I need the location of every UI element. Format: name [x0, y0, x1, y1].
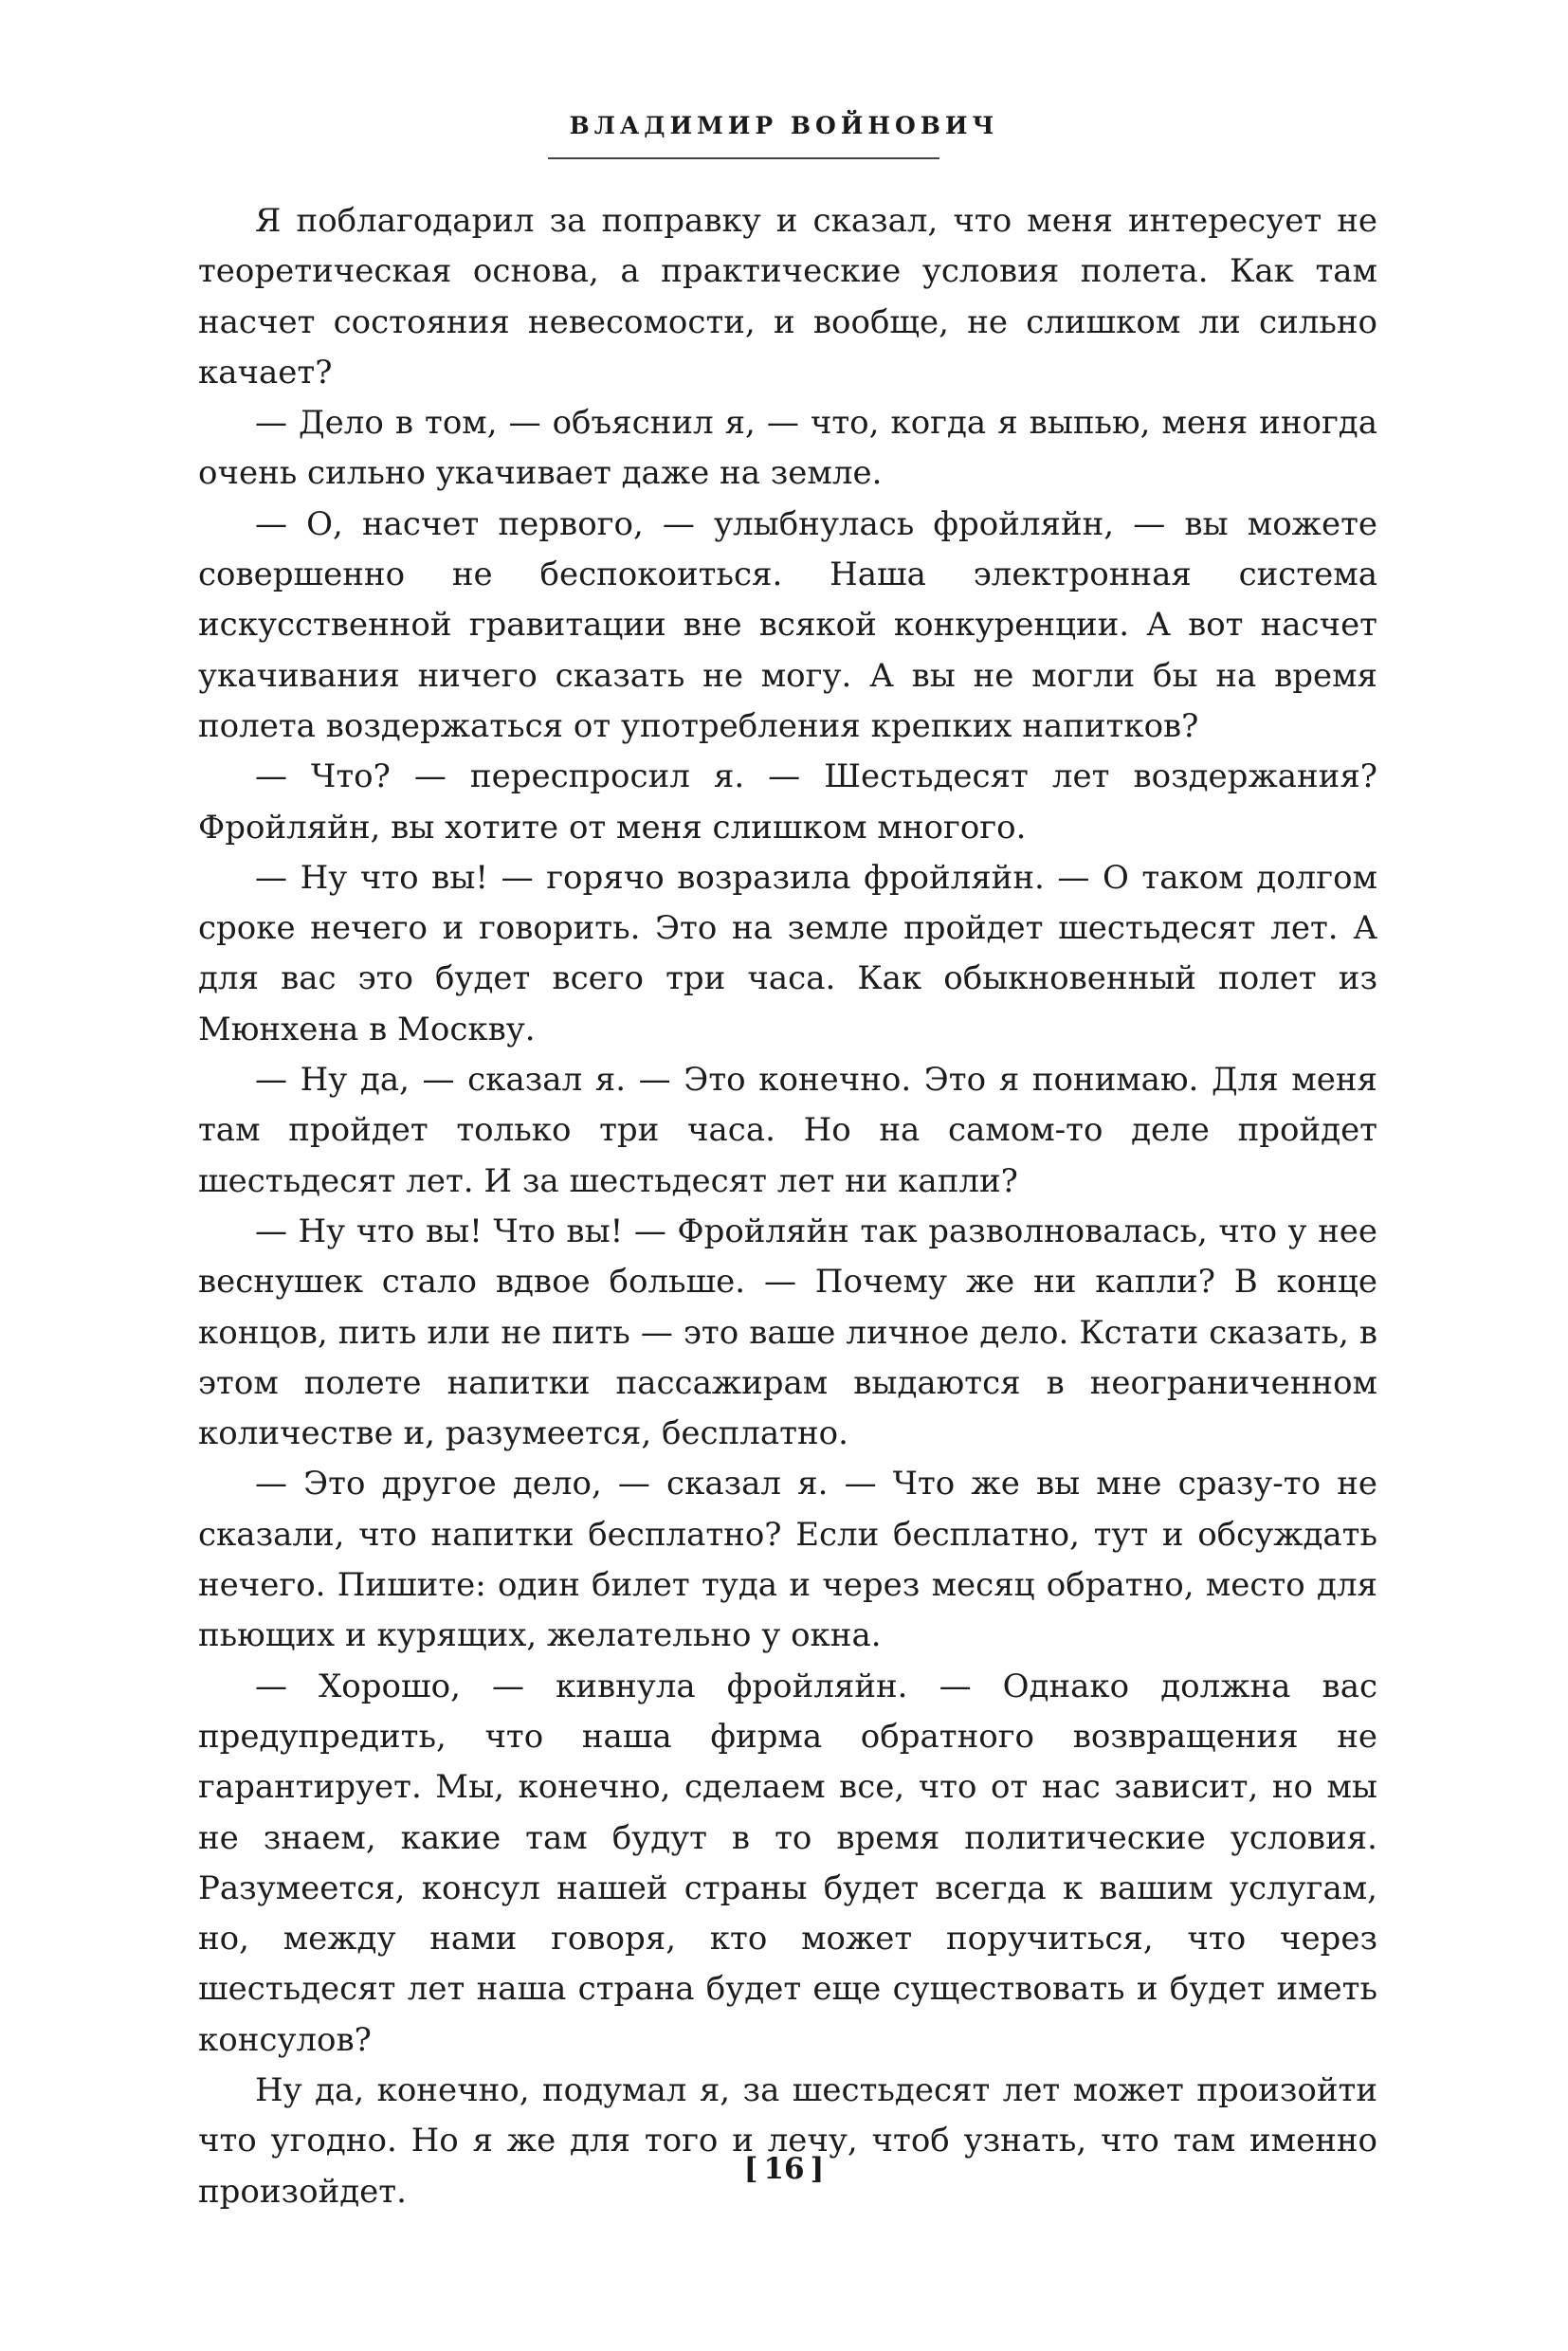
paragraph: — О, насчет первого, — улыбнулась фройляйн, — вы можете совершенно не беспокоиться. Наша электронная система искусственной гравитации вне всякой конкуренции. А вот насчет укачивания ничего сказать не могу. А вы не могли бы на время полета воздержаться от употребления крепких напитков? [198, 504, 1377, 745]
paragraph: — Это другое дело, — сказал я. — Что же вы мне сразу-то не сказали, что напитки бесплатно? Если бесплатно, тут и обсуждать нечего. Пишите: один билет туда и через месяц обратно, место для пьющих и курящих, желательно у окна. [198, 1465, 1377, 1655]
paragraph: — Дело в том, — объяснил я, — что, когда я выпью, меня иногда очень сильно укачивает даже на земле. [198, 404, 1377, 493]
paragraph: — Ну что вы! — горячо возразила фройляйн. — О таком долгом сроке нечего и говорить. Это на земле пройдет шестьдесят лет. А для вас это будет всего три часа. Как обыкновенный полет из Мюнхена в Москву. [198, 858, 1377, 1048]
paragraph: Ну да, конечно, подумал я, за шестьдесят лет может произойти что угодно. Но я же для того и лечу, чтоб узнать, что там именно произойдет. [198, 2070, 1377, 2211]
left-bracket-glyph: [ [743, 2152, 758, 2186]
right-bracket-glyph: ] [810, 2152, 825, 2186]
page-number [0, 2152, 1568, 2186]
page-number-value: 16 [763, 2152, 805, 2186]
header-divider [548, 157, 939, 159]
body-text [198, 196, 1377, 2217]
paragraph: — Что? — переспросил я. — Шестьдесят лет воздержания? Фройляйн, вы хотите от меня слишком многого. [198, 757, 1377, 847]
paragraph: Я поблагодарил за поправку и сказал, что меня интересует не теоретическая основа, а практические условия полета. Как там насчет состояния невесомости, и вообще, не слишком ли сильно качает? [198, 202, 1377, 392]
running-head-author: ВЛАДИМИР ВОЙНОВИЧ [569, 112, 999, 139]
paragraph: — Ну что вы! Что вы! — Фройляйн так разволновалась, что у нее веснушек стало вдвое больше. — Почему же ни капли? В конце концов, пить или не пить — это ваше личное дело. Кстати сказать, в этом полете напитки пассажирам выдаются в неограниченном количестве и, разумеется, бесплатно. [198, 1212, 1377, 1453]
paragraph: — Хорошо, — кивнула фройляйн. — Однако должна вас предупредить, что наша фирма обратного возвращения не гарантирует. Мы, конечно, сделаем все, что от нас зависит, но мы не знаем, какие там будут в то время политические условия. Разумеется, консул нашей страны будет всегда к вашим услугам, но, между нами говоря, кто может поручиться, что через шестьдесят лет наша страна будет еще существовать и будет иметь консулов? [198, 1667, 1377, 2059]
paragraph: — Ну да, — сказал я. — Это конечно. Это я понимаю. Для меня там пройдет только три часа. Но на самом-то деле пройдет шестьдесят лет. И за шестьдесят лет ни капли? [198, 1061, 1377, 1200]
